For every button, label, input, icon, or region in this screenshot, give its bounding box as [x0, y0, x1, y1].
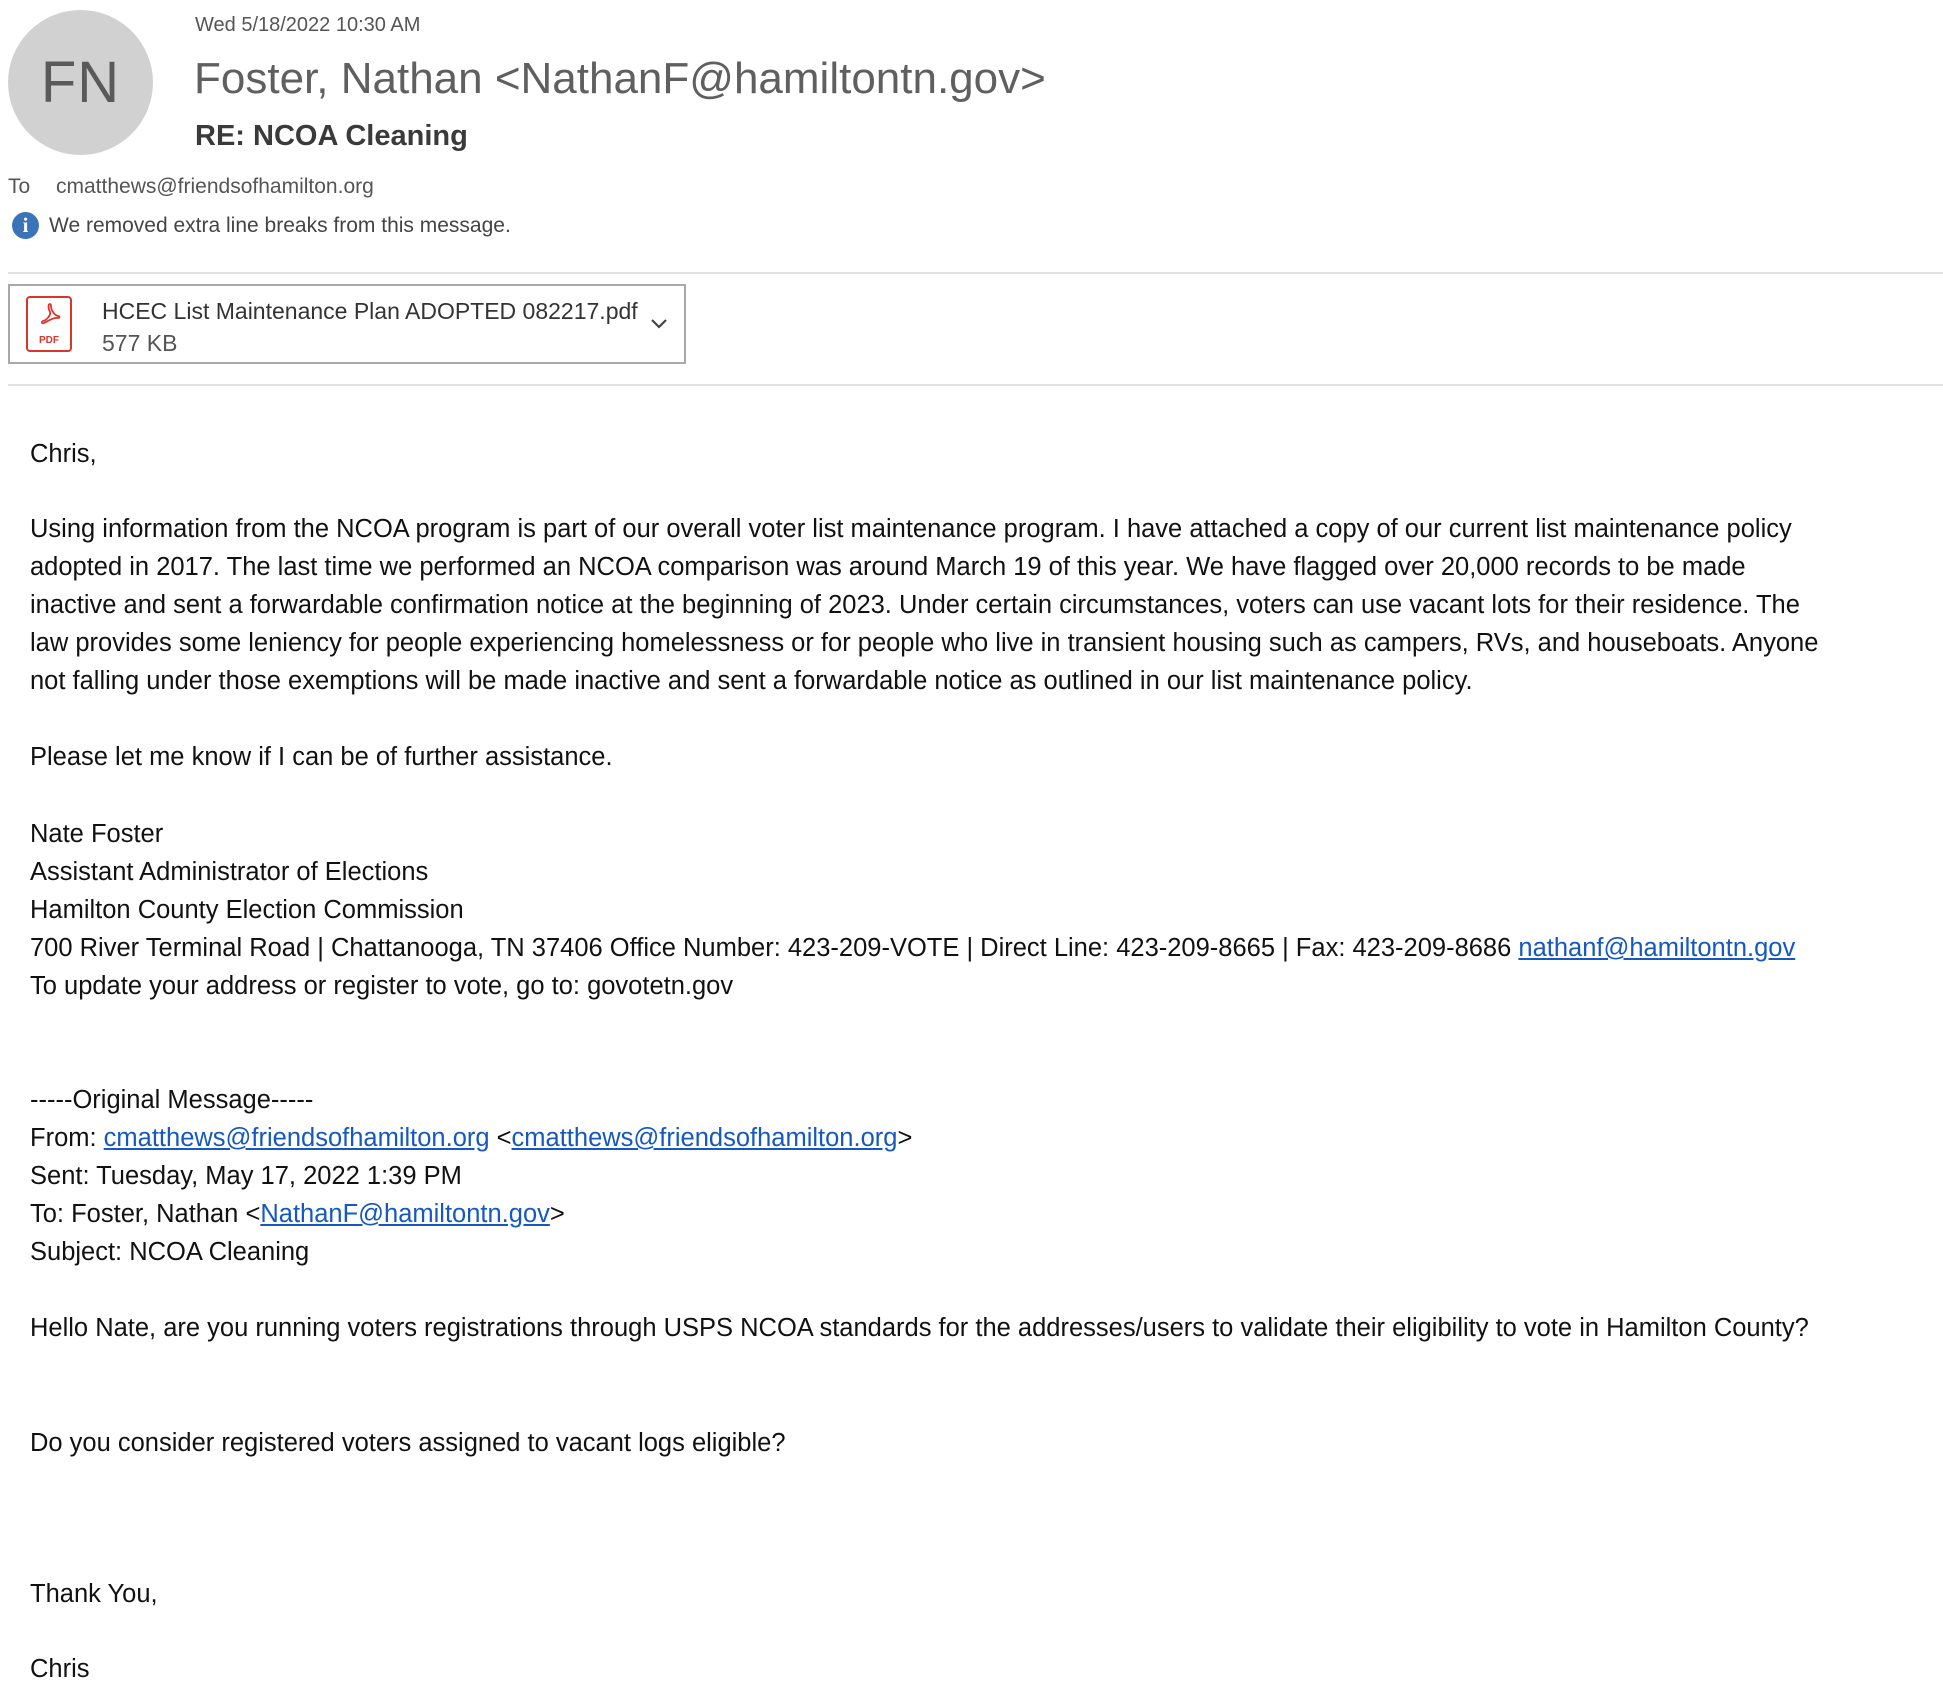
recipient-row	[8, 175, 374, 199]
info-notice-text: We removed extra line breaks from this message.	[49, 213, 511, 237]
attachment-divider	[8, 384, 1943, 386]
signature-name: Nate Foster	[30, 820, 164, 848]
to-suffix: >	[549, 1200, 565, 1228]
to-prefix: To: Foster, Nathan <	[30, 1200, 261, 1228]
pdf-file-icon	[26, 296, 72, 352]
body-line-1: Using information from the NCOA program is part of our overall voter list maintenance program. I have attached a copy of our current list maintenance policy	[30, 515, 1792, 543]
original-signoff: Chris	[30, 1655, 90, 1683]
info-notice	[12, 212, 511, 239]
body-line-4: law provides some leniency for people experiencing homelessness or for people who live in transient housing such as campers, RVs, and houseboats. Anyone	[30, 629, 1819, 657]
info-icon: i	[12, 212, 39, 239]
sender-name[interactable]: Foster, Nathan <NathanF@hamiltontn.gov>	[194, 54, 1046, 103]
original-from: From: cmatthews@friendsofhamilton.org <cmatthews@friendsofhamilton.org>	[30, 1124, 913, 1152]
original-question-1: Hello Nate, are you running voters registrations through USPS NCOA standards for the addresses/users to validate their eligibility to vote in Hamilton County?	[30, 1314, 1809, 1342]
recipient-address[interactable]: cmatthews@friendsofhamilton.org	[56, 175, 374, 198]
body-line-2: adopted in 2017. The last time we performed an NCOA comparison was around March 19 of this year. We have flagged over 20,000 records to be made	[30, 553, 1746, 581]
body-line-3: inactive and sent a forwardable confirmation notice at the beginning of 2023. Under certain circumstances, voters can use vacant lots for their residence. The	[30, 591, 1800, 619]
signature-email-link[interactable]: nathanf@hamiltontn.gov	[1518, 934, 1796, 962]
message-date: Wed 5/18/2022 10:30 AM	[195, 14, 421, 36]
attachment-size: 577 KB	[102, 330, 178, 356]
original-question-2: Do you consider registered voters assigned to vacant logs eligible?	[30, 1429, 786, 1457]
original-separator: -----Original Message-----	[30, 1086, 314, 1114]
sender-avatar: FN	[8, 10, 153, 155]
attachment-card[interactable]	[8, 284, 686, 364]
signature-title: Assistant Administrator of Elections	[30, 858, 429, 886]
to-label: To	[8, 175, 31, 198]
header-divider	[8, 272, 1943, 274]
register-line: To update your address or register to vote, go to: govotetn.gov	[30, 972, 734, 1000]
assistance-line: Please let me know if I can be of further assistance.	[30, 743, 613, 771]
from-email-link[interactable]: cmatthews@friendsofhamilton.org	[103, 1124, 490, 1152]
original-sent: Sent: Tuesday, May 17, 2022 1:39 PM	[30, 1162, 462, 1190]
contact-details: 700 River Terminal Road | Chattanooga, TN 37406 Office Number: 423-209-VOTE | Direct Line: 423-209-8665 | Fax: 423-209-8686	[30, 934, 1512, 962]
chevron-down-icon[interactable]	[648, 312, 670, 334]
to-email-link[interactable]: NathanF@hamiltontn.gov	[260, 1200, 550, 1228]
greeting: Chris,	[30, 440, 97, 468]
original-closing: Thank You,	[30, 1580, 158, 1608]
signature-contact	[30, 929, 1930, 967]
original-subject: Subject: NCOA Cleaning	[30, 1238, 310, 1266]
original-to	[30, 1195, 1930, 1233]
attachment-filename[interactable]: HCEC List Maintenance Plan ADOPTED 082217.pdf	[102, 298, 638, 324]
from-email-link-2[interactable]: cmatthews@friendsofhamilton.org	[511, 1124, 898, 1152]
body-line-5: not falling under those exemptions will be made inactive and sent a forwardable notice as outlined in our list maintenance policy.	[30, 667, 1473, 695]
pdf-label: PDF	[39, 335, 59, 346]
from-label: From:	[30, 1124, 97, 1152]
signature-org: Hamilton County Election Commission	[30, 896, 464, 924]
message-subject: RE: NCOA Cleaning	[195, 120, 468, 152]
